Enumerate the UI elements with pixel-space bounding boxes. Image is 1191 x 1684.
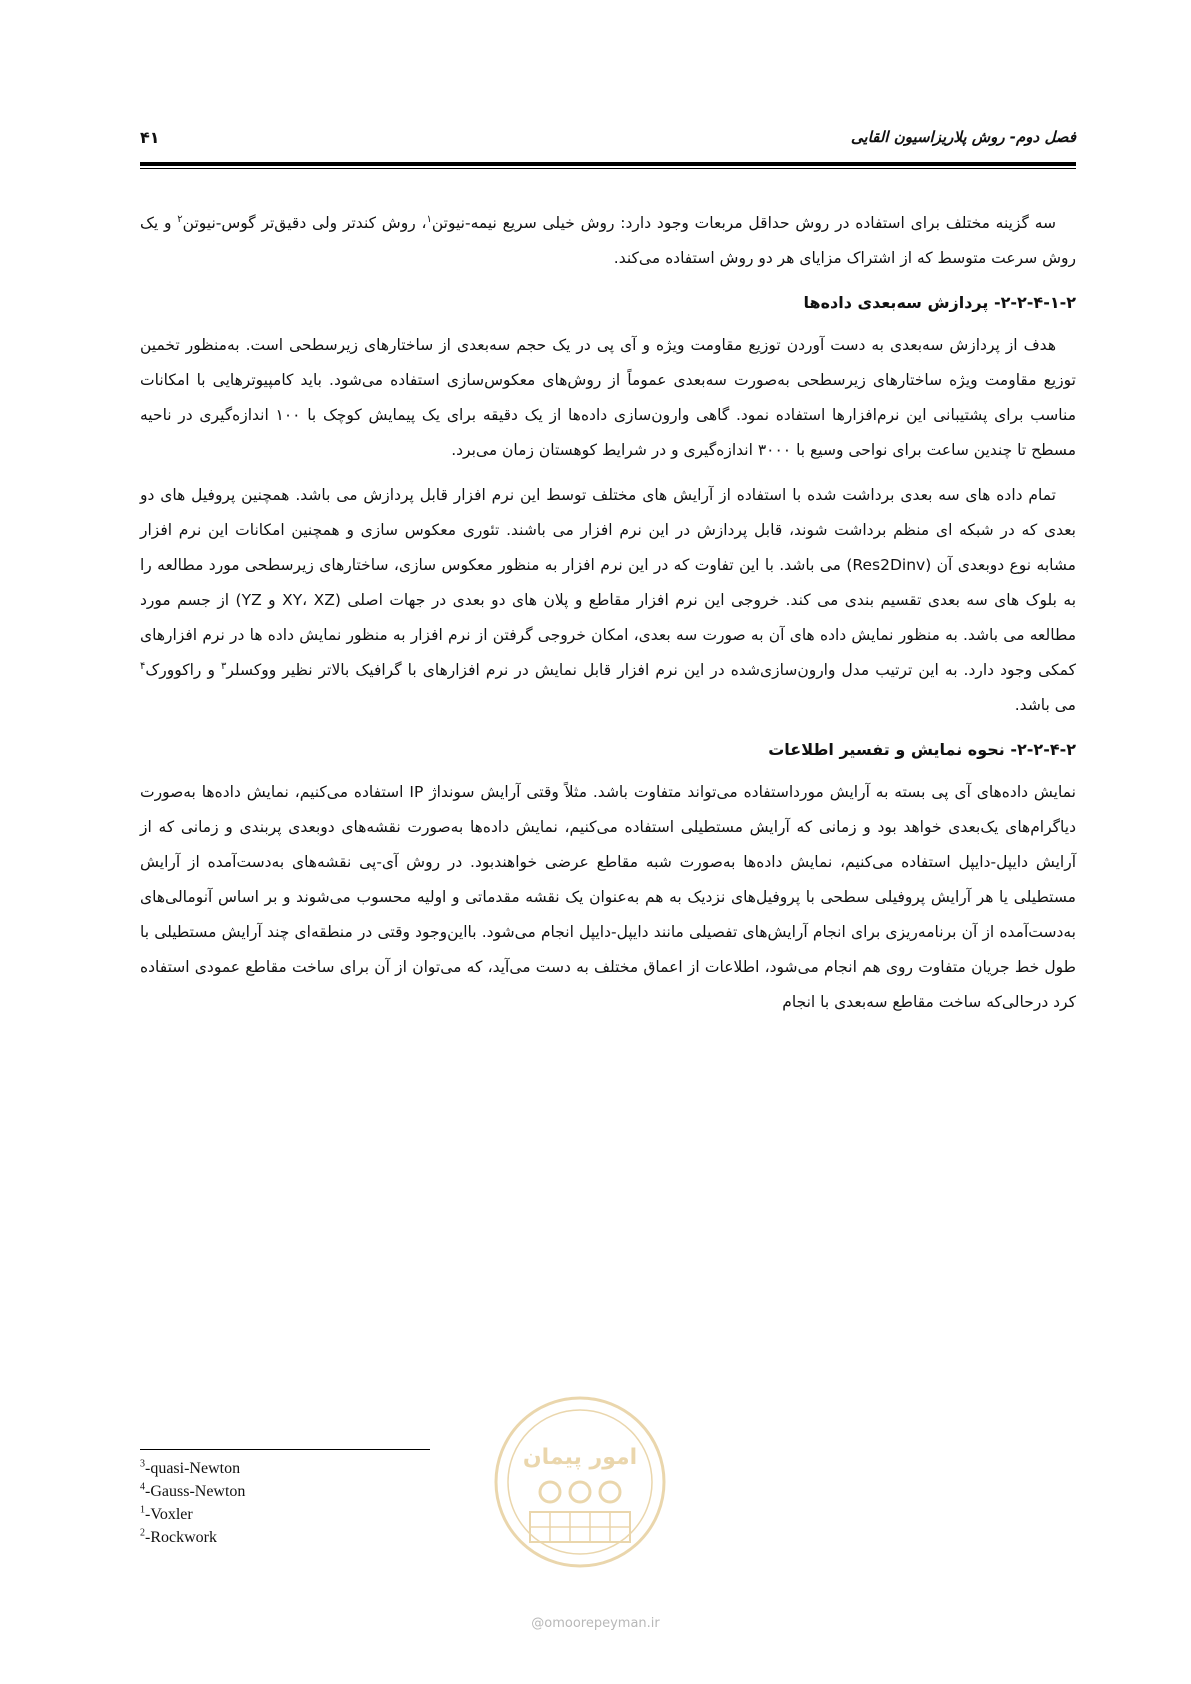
paragraph-text: سه گزینه مختلف برای استفاده در روش حداقل مربعات وجود دارد: روش خیلی سریع نیمه-نیوتن <box>431 214 1056 232</box>
footnote <box>140 1480 245 1503</box>
footnote-marker: ۳ <box>221 660 227 672</box>
footnote <box>140 1457 245 1480</box>
footnote-text: -Gauss-Newton <box>145 1483 246 1500</box>
paragraph-text: ، روش کندتر ولی دقیق‌تر گوس-نیوتن <box>182 214 427 232</box>
footnote-text: -Rockwork <box>145 1529 217 1546</box>
header-rule-thin <box>140 168 1076 169</box>
paragraph-text: می باشد. <box>1014 696 1076 714</box>
footnote <box>140 1503 245 1526</box>
paragraph-text: تمام داده های سه بعدی برداشت شده با استفاده از آرایش های مختلف توسط این نرم افزار قابل پردازش می باشد. همچنین پروفیل های دو بعدی که در شبکه ای منظم برداشت شوند، قابل پردازش در این نرم افزار می باشند. تئوری معکوس سازی و همچنین امکانات این نرم افزار مشابه نوع دوبعدی آن (Res2Dinv) می باشد. با این تفاوت که در این نرم افزار به منظور معکوس سازی، ساختارهای زیرسطحی مورد مطالعه را به بلوک های سه بعدی تقسیم بندی می کند. خروجی این نرم افزار مقاطع و پلان های دو بعدی در جهات اصلی (XY، XZ و YZ) از جسم مورد مطالعه می باشد. به منظور نمایش داده های آن به صورت سه بعدی، امکان خروجی گرفتن از نرم افزار به منظور نمایش داده ها در نرم افزارهای کمکی وجود دارد. به این ترتیب مدل وارون‌سازی‌شده در این نرم افزار قابل نمایش در نرم افزارهای با گرافیک بالاتر نظیر ووکسلر <box>140 486 1077 679</box>
footnote-number: 4 <box>140 1481 145 1493</box>
main-content <box>140 206 1076 1020</box>
footnotes <box>140 1457 245 1549</box>
chapter-title: فصل دوم- روش پلاریزاسیون القایی <box>850 128 1076 146</box>
page-number: ۴۱ <box>140 128 160 147</box>
watermark-logo <box>490 1392 670 1572</box>
footnote-text: -quasi-Newton <box>145 1460 241 1477</box>
paragraph: نمایش داده‌های آی پی بسته به آرایش مورداستفاده می‌تواند متفاوت باشد. مثلاً وقتی آرایش سونداژ IP استفاده می‌کنیم، نمایش داده‌ها به‌صورت دیاگرام‌های یک‌بعدی خواهد بود و زمانی که آرایش مستطیلی استفاده می‌کنیم، نمایش داده‌ها به‌صورت نقشه‌های دوبعدی پربندی و زمانی که از آرایش دایپل-دایپل استفاده می‌کنیم، نمایش داده‌ها به‌صورت شبه مقاطع عرضی خواهندبود. در روش آی-پی نقشه‌های به‌دست‌آمده از آرایش مستطیلی یا هر آرایش پروفیلی سطحی با پروفیل‌های نزدیک به هم به‌عنوان یک نقشه مقدماتی و اولیه محسوب می‌شوند و بر اساس آنومالی‌های به‌دست‌آمده از آن برنامه‌ریزی برای انجام آرایش‌های تفصیلی مانند دایپل-دایپل انجام می‌شود. بااین‌وجود وقتی در منطقه‌ای چند آرایش مستطیلی با طول خط جریان متفاوت روی هم انجام می‌شود، اطلاعات از اعماق مختلف به دست می‌آید، که می‌توان از آن برای ساخت مقاطع عمودی استفاده کرد درحالی‌که ساخت مقاطع سه‌بعدی با انجام <box>140 783 1076 1011</box>
footnote-marker: ۱ <box>426 213 432 225</box>
footnote-marker: ۲ <box>177 213 183 225</box>
paragraph: هدف از پردازش سه‌بعدی به دست آوردن توزیع مقاومت ویژه و آی پی در یک حجم سه‌بعدی از ساختارهای زیرسطحی است. به‌منظور تخمین توزیع مقاومت ویژه ساختارهای زیرسطحی به‌صورت سه‌بعدی عموماً از روش‌های معکوس‌سازی استفاده می‌شود. باید کامپیوترهایی با امکانات مناسب برای پشتیبانی این نرم‌افزارها استفاده نمود. گاهی وارون‌سازی داده‌ها از یک دقیقه برای یک پیمایش کوچک با ۱۰۰ اندازه‌گیری در ناحیه مسطح تا چندین ساعت برای نواحی وسیع با ۳۰۰۰ اندازه‌گیری و در شرایط کوهستان زمان می‌برد. <box>140 336 1076 459</box>
footnote-text: -Voxler <box>145 1506 193 1523</box>
footnote <box>140 1526 245 1549</box>
section-heading: ۲-۲-۴-۲- نحوه نمایش و تفسیر اطلاعات <box>768 740 1076 759</box>
page-header <box>140 128 1076 154</box>
watermark-text: امور پیمان <box>522 1445 638 1470</box>
footnote-marker: ۴ <box>140 660 146 672</box>
section-heading: ۲-۲-۴-۱-۲- پردازش سه‌بعدی داده‌ها <box>803 293 1076 312</box>
footnote-number: 2 <box>140 1527 145 1539</box>
watermark-url: @omoorepeyman.ir <box>531 1616 660 1631</box>
footnote-separator <box>140 1449 430 1450</box>
paragraph <box>140 478 1076 723</box>
footnote-number: 1 <box>140 1504 145 1516</box>
footnote-number: 3 <box>140 1458 145 1470</box>
header-rule <box>140 162 1076 166</box>
paragraph-text: و یک روش سرعت متوسط که از اشتراک مزایای هر دو روش استفاده می‌کند. <box>140 214 1076 267</box>
paragraph-text: و راکوورک <box>145 661 221 679</box>
paragraph <box>140 206 1076 276</box>
